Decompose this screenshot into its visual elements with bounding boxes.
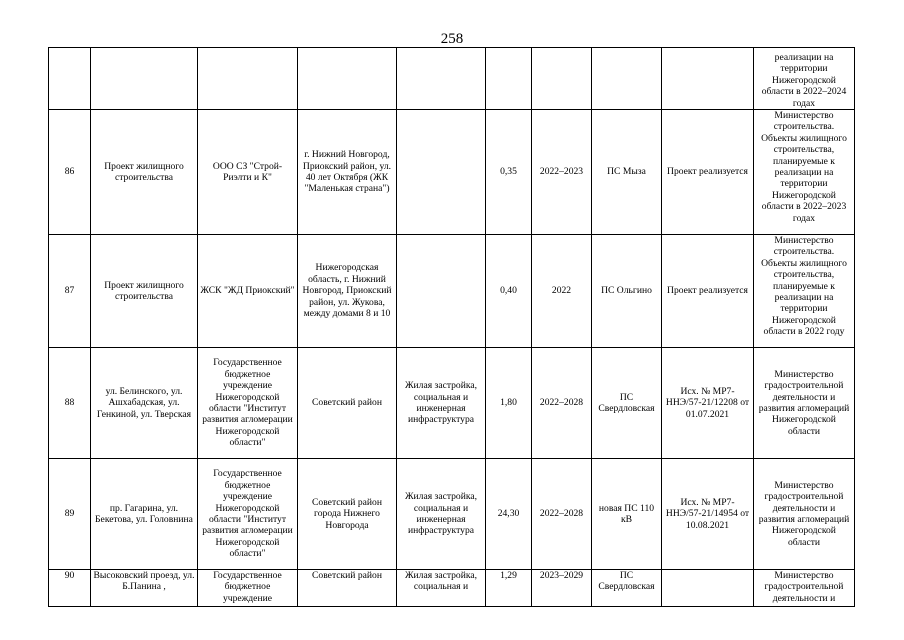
- row-number-cell: 86: [49, 110, 91, 235]
- years-cell: 2022–2023: [532, 110, 592, 235]
- table-row: [49, 110, 855, 235]
- substation-cell: ПС Ольгино: [592, 235, 662, 348]
- address-cell: Нижегородская область, г. Нижний Новгород, Приокский район, ул. Жукова, между домами 8 и 10: [298, 235, 397, 348]
- object-name-cell: [91, 48, 198, 110]
- object-name-cell: ул. Белинского, ул. Ашхабадская, ул. Генкиной, ул. Тверская: [91, 348, 198, 459]
- developer-cell: Государственное бюджетное учреждение: [198, 570, 298, 607]
- status-cell: Проект реализуется: [662, 235, 754, 348]
- note-cell: Министерство строительства. Объекты жилищного строительства, планируемые к реализации на территории Нижегородской области в 2022–2023 годах: [754, 110, 855, 235]
- note-cell: Министерство градостроительной деятельности и развития агломераций Нижегородской области: [754, 459, 855, 570]
- address-cell: Советский район города Нижнего Новгорода: [298, 459, 397, 570]
- address-cell: Советский район: [298, 348, 397, 459]
- note-cell: Министерство градостроительной деятельности и: [754, 570, 855, 607]
- note-cell: реализации на территории Нижегородской области в 2022–2024 годах: [754, 48, 855, 110]
- row-number-cell: [49, 48, 91, 110]
- table-row: [49, 459, 855, 570]
- table-row: [49, 48, 855, 110]
- row-number-cell: 89: [49, 459, 91, 570]
- developer-cell: [198, 48, 298, 110]
- status-cell: Проект реализуется: [662, 110, 754, 235]
- table-body: [49, 48, 855, 607]
- substation-cell: новая ПС 110 кВ: [592, 459, 662, 570]
- developer-cell: ООО СЗ "Строй-Риэлти и К": [198, 110, 298, 235]
- page-number: 258: [440, 31, 464, 47]
- address-cell: г. Нижний Новгород, Приокский район, ул. 40 лет Октября (ЖК "Маленькая страна"): [298, 110, 397, 235]
- row-number-cell: 87: [49, 235, 91, 348]
- substation-cell: ПС Мыза: [592, 110, 662, 235]
- purpose-cell: Жилая застройка, социальная и: [397, 570, 486, 607]
- substation-cell: ПС Свердловская: [592, 348, 662, 459]
- table-row: [49, 348, 855, 459]
- area-cell: 1,29: [486, 570, 532, 607]
- purpose-cell: [397, 48, 486, 110]
- note-cell: Министерство строительства. Объекты жилищного строительства, планируемые к реализации на территории Нижегородской области в 2022 году: [754, 235, 855, 348]
- area-cell: 0,35: [486, 110, 532, 235]
- substation-cell: [592, 48, 662, 110]
- address-cell: Советский район: [298, 570, 397, 607]
- developer-cell: ЖСК "ЖД Приокский": [198, 235, 298, 348]
- status-cell: Исх. № МР7-ННЭ/57-21/14954 от 10.08.2021: [662, 459, 754, 570]
- substation-cell: ПС Свердловская: [592, 570, 662, 607]
- row-number-cell: 88: [49, 348, 91, 459]
- note-cell: Министерство градостроительной деятельности и развития агломераций Нижегородской области: [754, 348, 855, 459]
- purpose-cell: [397, 110, 486, 235]
- purpose-cell: Жилая застройка, социальная и инженерная инфраструктура: [397, 348, 486, 459]
- purpose-cell: [397, 235, 486, 348]
- years-cell: 2022: [532, 235, 592, 348]
- data-table: [48, 47, 855, 607]
- table-row: [49, 235, 855, 348]
- table-row: [49, 570, 855, 607]
- years-cell: 2022–2028: [532, 459, 592, 570]
- years-cell: 2023–2029: [532, 570, 592, 607]
- years-cell: [532, 48, 592, 110]
- years-cell: 2022–2028: [532, 348, 592, 459]
- object-name-cell: Высоковский проезд, ул. Б.Панина ,: [91, 570, 198, 607]
- row-number-cell: 90: [49, 570, 91, 607]
- address-cell: [298, 48, 397, 110]
- object-name-cell: Проект жилищного строительства: [91, 235, 198, 348]
- developer-cell: Государственное бюджетное учреждение Нижегородской области "Институт развития агломерации Нижегородской области": [198, 348, 298, 459]
- area-cell: [486, 48, 532, 110]
- area-cell: 0,40: [486, 235, 532, 348]
- object-name-cell: пр. Гагарина, ул. Бекетова, ул. Головнина: [91, 459, 198, 570]
- purpose-cell: Жилая застройка, социальная и инженерная инфраструктура: [397, 459, 486, 570]
- developer-cell: Государственное бюджетное учреждение Нижегородской области "Институт развития агломерации Нижегородской области": [198, 459, 298, 570]
- status-cell: [662, 570, 754, 607]
- area-cell: 1,80: [486, 348, 532, 459]
- status-cell: Исх. № МР7-ННЭ/57-21/12208 от 01.07.2021: [662, 348, 754, 459]
- status-cell: [662, 48, 754, 110]
- area-cell: 24,30: [486, 459, 532, 570]
- object-name-cell: Проект жилищного строительства: [91, 110, 198, 235]
